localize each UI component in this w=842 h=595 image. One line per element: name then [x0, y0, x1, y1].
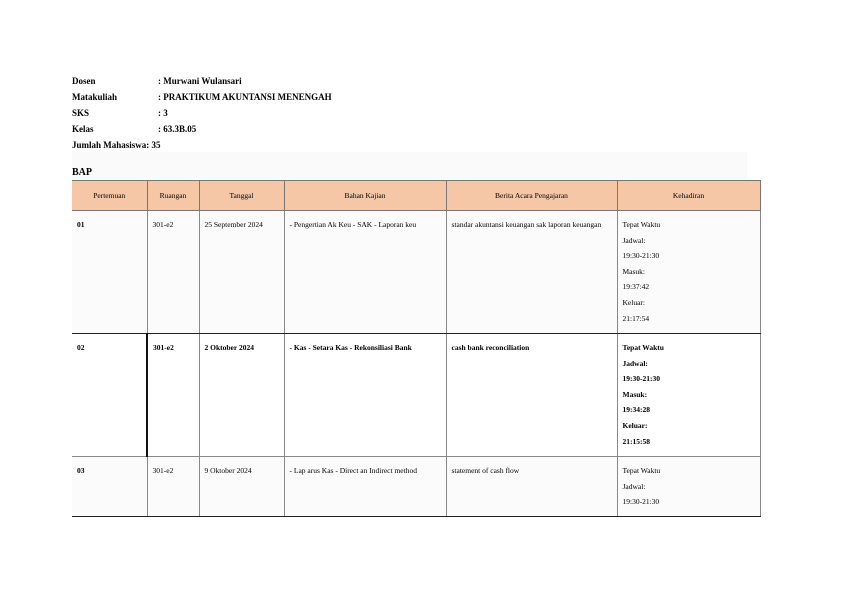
- cell-tanggal: 25 September 2024: [199, 211, 284, 334]
- cell-kehadiran: [617, 457, 760, 517]
- header-tanggal: Tanggal: [199, 181, 284, 211]
- kehadiran-line: Jadwal:: [622, 481, 646, 491]
- info-row-kelas: [72, 121, 332, 137]
- kehadiran-line: 21:15:58: [622, 436, 650, 446]
- cell-berita-acara: standar akuntansi keuangan sak laporan keuangan: [446, 211, 617, 334]
- header-ruangan: Ruangan: [147, 181, 199, 211]
- cell-pertemuan: 03: [72, 457, 147, 517]
- kehadiran-line: Tepat Waktu: [622, 220, 661, 229]
- info-row-sks: [72, 105, 332, 121]
- kehadiran-line: 19:37:42: [622, 282, 650, 292]
- kehadiran-line: Masuk:: [622, 389, 648, 399]
- cell-pertemuan: 02: [72, 334, 147, 457]
- section-band: [72, 152, 747, 179]
- header-kehadiran: Kehadiran: [617, 181, 760, 211]
- cell-kehadiran: [617, 334, 760, 457]
- kehadiran-line: 19:34:28: [622, 405, 650, 415]
- info-value: : 3: [158, 108, 168, 118]
- table-row: [72, 457, 760, 517]
- info-row-dosen: [72, 73, 332, 89]
- cell-bahan-kajian: - Kas - Setara Kas - Rekonsiliasi Bank: [284, 334, 446, 457]
- info-label: Dosen: [72, 76, 96, 86]
- header-berita-acara: Berita Acara Pengajaran: [446, 181, 617, 211]
- course-info: [72, 73, 332, 153]
- kehadiran-line: Tepat Waktu: [622, 343, 664, 352]
- kehadiran-line: Keluar:: [622, 420, 648, 430]
- info-label: Jumlah Mahasiswa: [72, 140, 147, 150]
- cell-bahan-kajian: - Pengertian Ak Keu - SAK - Laporan keu: [284, 211, 446, 334]
- table-row: [72, 211, 760, 334]
- cell-ruangan: 301-e2: [147, 211, 199, 334]
- cell-ruangan: 301-e2: [147, 457, 199, 517]
- header-bahan-kajian: Bahan Kajian: [284, 181, 446, 211]
- info-label: Matakuliah: [72, 92, 118, 102]
- kehadiran-line: 19:30-21:30: [622, 251, 660, 261]
- cell-tanggal: 9 Oktober 2024: [199, 457, 284, 517]
- kehadiran-line: Jadwal:: [622, 235, 646, 245]
- info-value: : 63.3B.05: [158, 124, 197, 134]
- cell-ruangan: 301-e2: [147, 334, 199, 457]
- info-value: : Murwani Wulansari: [158, 76, 242, 86]
- table-row: [72, 334, 760, 457]
- bap-table: [72, 180, 761, 517]
- kehadiran-line: 19:30-21:30: [622, 374, 660, 384]
- kehadiran-line: 19:30-21:30: [622, 497, 660, 507]
- header-pertemuan: Pertemuan: [72, 181, 147, 211]
- info-value: : 35: [146, 140, 161, 150]
- cell-berita-acara: cash bank reconciliation: [446, 334, 617, 457]
- kehadiran-line: Jadwal:: [622, 358, 648, 368]
- info-row-jumlah-mahasiswa: [72, 137, 332, 153]
- cell-bahan-kajian: - Lap arus Kas - Direct an Indirect method: [284, 457, 446, 517]
- kehadiran-line: Tepat Waktu: [622, 466, 661, 475]
- cell-kehadiran: [617, 211, 760, 334]
- table-header-row: [72, 181, 760, 211]
- kehadiran-line: Keluar:: [622, 297, 645, 307]
- kehadiran-line: Masuk:: [622, 266, 645, 276]
- kehadiran-line: 21:17:54: [622, 313, 650, 323]
- info-row-matakuliah: [72, 89, 332, 105]
- cell-berita-acara: statement of cash flow: [446, 457, 617, 517]
- info-label: SKS: [72, 108, 90, 118]
- cell-pertemuan: 01: [72, 211, 147, 334]
- info-value: : PRAKTIKUM AKUNTANSI MENENGAH: [158, 92, 332, 102]
- section-title: BAP: [72, 167, 92, 178]
- info-label: Kelas: [72, 124, 94, 134]
- cell-tanggal: 2 Oktober 2024: [199, 334, 284, 457]
